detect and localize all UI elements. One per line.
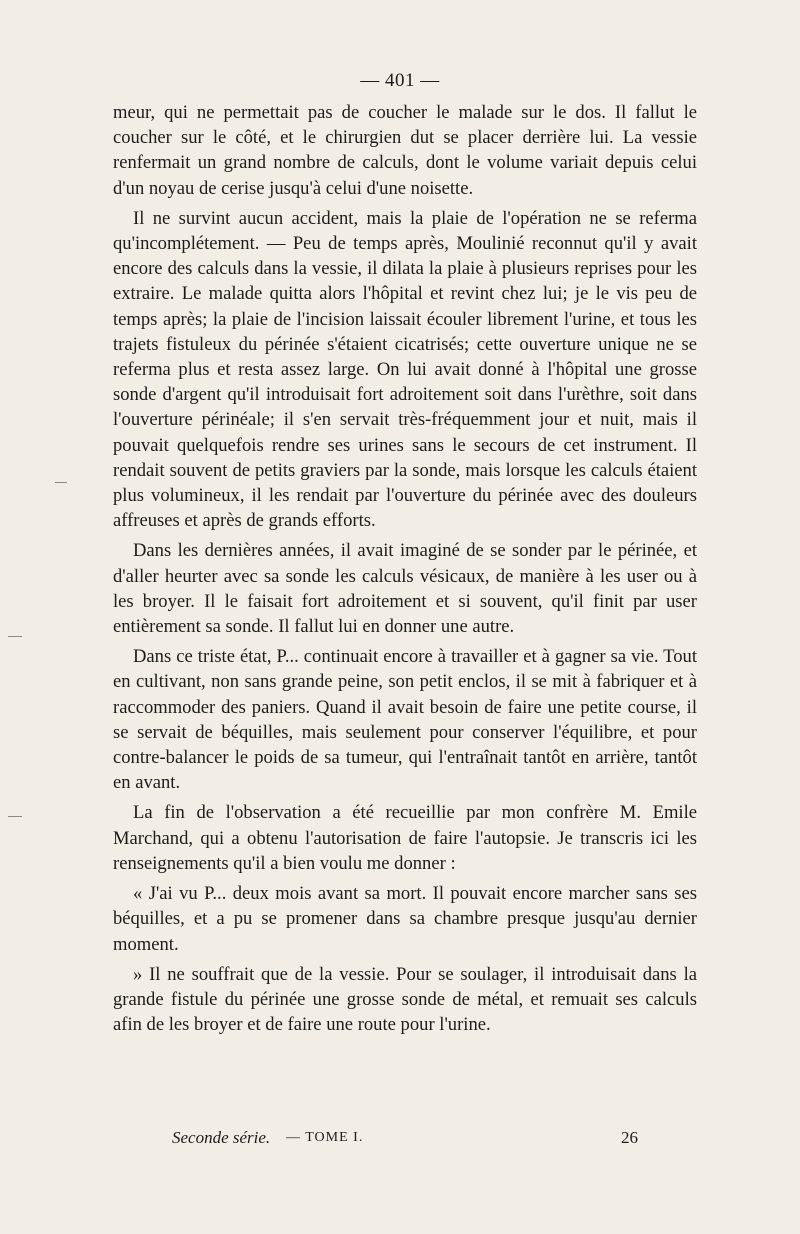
margin-tick-mark: [8, 636, 22, 637]
paragraph: Il ne survint aucun accident, mais la plaie de l'opération ne se referma qu'incomplétement. — Peu de temps après, Moulinié reconnut qu'il y avait encore des calculs dans la vessie, il dilata la plaie à plusieurs reprises pour les extraire. Le malade quitta alors l'hôpital et revint chez lui; je le vis peu de temps après; la plaie de l'incision laissait écouler librement l'urine, et tous les trajets fistuleux du périnée s'étaient cicatrisés; cette ouverture unique ne se referma plus et resta assez large. On lui avait donné à l'hôpital une grosse sonde d'argent qu'il introduisait fort adroitement soit dans l'urèthre, soit dans l'ouverture périnéale; il s'en servait très-fréquemment jour et nuit, mais il pouvait quelquefois rendre ses urines sans le secours de cet instrument. Il rendait souvent de petits graviers par la sonde, mais lorsque les calculs étaient plus volumineux, il les rendait par l'ouverture du périnée avec des douleurs affreuses et après de grands efforts.: [113, 207, 697, 532]
paragraph: Dans ce triste état, P... continuait encore à travailler et à gagner sa vie. Tout en cultivant, non sans grande peine, son petit enclos, il se mit à fabriquer et à raccommoder des paniers. Quand il avait besoin de faire une petite course, il se servait de béquilles, mais seulement pour conserver l'équilibre, et pour contre-balancer le poids de sa tumeur, qui l'entraînait tantôt en arrière, tantôt en avant.: [113, 646, 697, 794]
margin-tick-mark: [8, 816, 22, 817]
paragraph: La fin de l'observation a été recueillie par mon confrère M. Emile Marchand, qui a obtenu l'autorisation de faire l'autopsie. Je transcris ici les renseignements qu'il a bien voulu me donner :: [113, 802, 697, 874]
page-number: — 401 —: [360, 70, 440, 91]
body-text: [113, 100, 697, 1037]
paragraph: meur, qui ne permettait pas de coucher le malade sur le dos. Il fallut le coucher sur le côté, et le chirurgien dut se placer derrière lui. La vessie renfermait un grand nombre de calculs, dont le volume variait depuis celui d'un noyau de cerise jusqu'à celui d'une noisette.: [113, 102, 697, 199]
tome-label: — TOME I.: [286, 1130, 364, 1145]
quoted-paragraph: « J'ai vu P... deux mois avant sa mort. Il pouvait encore marcher sans ses béquilles, et a pu se promener dans sa chambre presque jusqu'au dernier moment.: [113, 883, 697, 955]
quoted-paragraph: » Il ne souffrait que de la vessie. Pour se soulager, il introduisait dans la grande fistule du périnée une grosse sonde de métal, et remuait ses calculs afin de les broyer et de faire une route pour l'urine.: [113, 963, 697, 1036]
margin-tick-mark: [55, 482, 67, 483]
signature-mark: 26: [621, 1128, 638, 1147]
series-label: Seconde série.: [172, 1128, 271, 1147]
page-footer: [172, 1128, 638, 1152]
paragraph: Dans les dernières années, il avait imaginé de se sonder par le périnée, et d'aller heurter avec sa sonde les calculs vésicaux, de manière à les user ou à les broyer. Il le faisait fort adroitement et si souvent, qu'il finit par user entièrement sa sonde. Il fallut lui en donner une autre.: [113, 540, 697, 638]
